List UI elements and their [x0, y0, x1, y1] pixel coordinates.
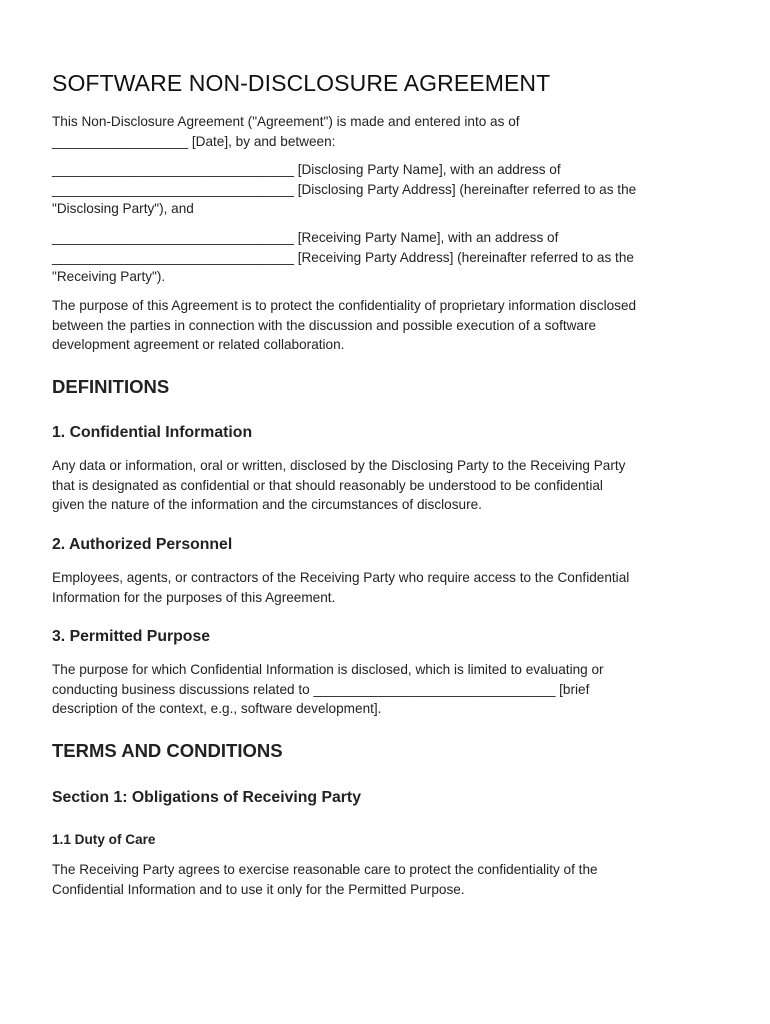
permitted-purpose-line-3: description of the context, e.g., software development]. — [52, 701, 382, 716]
disclosing-party-line-2: ________________________________ [Disclosing Party Address] (hereinafter referred to as the — [52, 181, 637, 197]
permitted-purpose-paragraph — [52, 660, 724, 719]
confidential-information-paragraph — [52, 456, 724, 515]
purpose-paragraph — [52, 296, 724, 355]
intro-line-1: This Non-Disclosure Agreement ("Agreement") is made and entered into as of — [52, 114, 520, 129]
permitted-purpose-line-1: The purpose for which Confidential Information is disclosed, which is limited to evaluating or — [52, 662, 604, 677]
permitted-purpose-line-2: conducting business discussions related to ________________________________ [brief — [52, 681, 590, 697]
disclosing-party-paragraph — [52, 160, 724, 219]
duty-of-care-line-1: The Receiving Party agrees to exercise reasonable care to protect the confidentiality of the — [52, 862, 598, 877]
section-1-heading: Section 1: Obligations of Receiving Party — [52, 789, 361, 806]
intro-line-2: __________________ [Date], by and between: — [52, 133, 336, 149]
terms-heading: TERMS AND CONDITIONS — [52, 740, 283, 761]
confidential-information-line-1: Any data or information, oral or written, disclosed by the Disclosing Party to the Receiving Party — [52, 458, 626, 473]
receiving-party-line-1: ________________________________ [Receiving Party Name], with an address of — [52, 230, 559, 245]
receiving-party-paragraph — [52, 228, 724, 287]
purpose-line-1: The purpose of this Agreement is to protect the confidentiality of proprietary information disclosed — [52, 298, 637, 313]
permitted-purpose-heading: 3. Permitted Purpose — [52, 628, 211, 645]
disclosing-party-line-3: "Disclosing Party"), and — [52, 201, 194, 216]
disclosing-party-line-1: ________________________________ [Disclosing Party Name], with an address of — [52, 162, 561, 177]
purpose-line-2: between the parties in connection with the discussion and possible execution of a software — [52, 317, 597, 333]
confidential-information-line-3: given the nature of the information and the circumstances of disclosure. — [52, 497, 482, 512]
confidential-information-line-2: that is designated as confidential or that should reasonably be understood to be confidential — [52, 477, 603, 493]
authorized-personnel-paragraph — [52, 568, 724, 607]
authorized-personnel-line-2: Information for the purposes of this Agreement. — [52, 589, 336, 605]
duty-of-care-paragraph — [52, 860, 724, 899]
authorized-personnel-line-1: Employees, agents, or contractors of the Receiving Party who require access to the Confidential — [52, 570, 630, 585]
authorized-personnel-heading: 2. Authorized Personnel — [52, 536, 233, 553]
duty-of-care-line-2: Confidential Information and to use it only for the Permitted Purpose. — [52, 881, 465, 897]
receiving-party-line-3: "Receiving Party"). — [52, 269, 166, 284]
duty-of-care-heading: 1.1 Duty of Care — [52, 832, 156, 847]
purpose-line-3: development agreement or related collaboration. — [52, 337, 345, 352]
definitions-heading: DEFINITIONS — [52, 376, 170, 397]
confidential-information-heading: 1. Confidential Information — [52, 424, 253, 441]
intro-paragraph — [52, 112, 724, 151]
receiving-party-line-2: ________________________________ [Receiving Party Address] (hereinafter referred to as the — [52, 249, 634, 265]
document-title: SOFTWARE NON-DISCLOSURE AGREEMENT — [52, 70, 551, 96]
